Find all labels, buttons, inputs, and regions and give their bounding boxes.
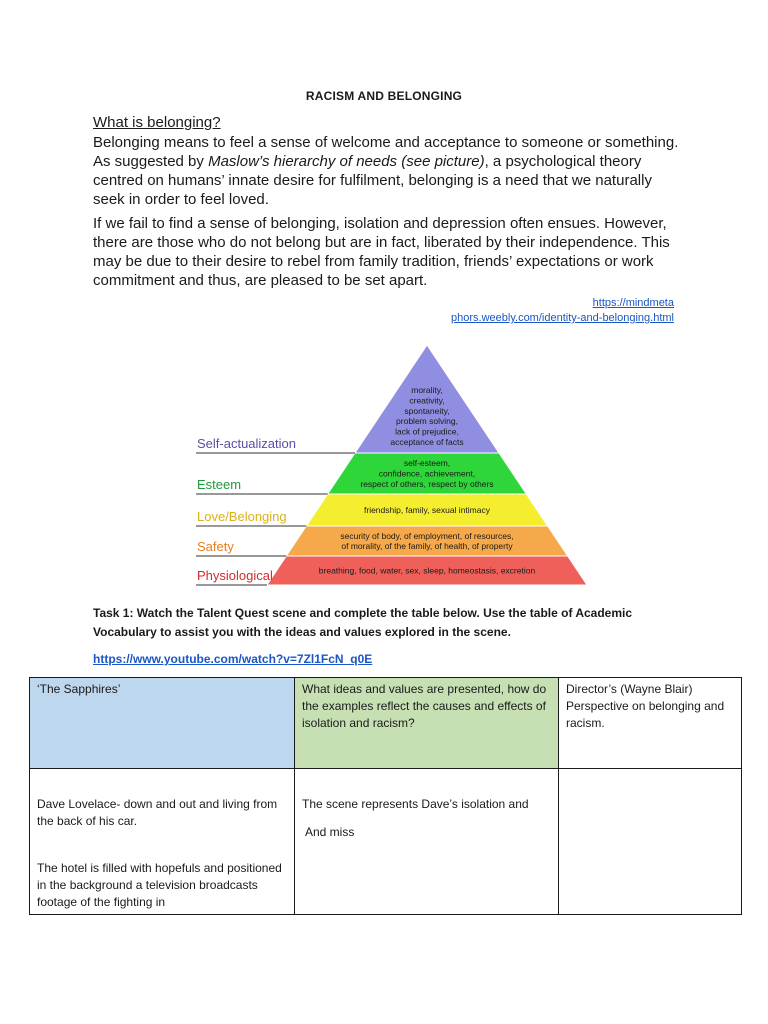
pyramid-label-4: Safety bbox=[197, 539, 234, 554]
pyramid-tier-5-text: breathing, food, water, sex, sleep, homeostasis, excretion bbox=[318, 565, 536, 576]
pyramid-tier-3-text: friendship, family, sexual intimacy bbox=[364, 505, 490, 515]
maslow-pyramid bbox=[190, 340, 590, 590]
example-dave: Dave Lovelace- down and out and living from the back of his car. bbox=[37, 797, 278, 828]
pyramid-label-2: Esteem bbox=[197, 477, 242, 492]
pyramid-tier-1-text: problem solving, bbox=[396, 416, 458, 427]
pyramid-label-3: Love/Belonging bbox=[197, 509, 287, 524]
cell-director[interactable] bbox=[559, 769, 742, 915]
pyramid-tier-2-text: respect of others, respect by others bbox=[360, 478, 494, 489]
ideas-line1: The scene represents Dave’s isolation and bbox=[302, 797, 529, 811]
pyramid-label-1: Self-actualization bbox=[197, 436, 296, 451]
pyramid-tier-4-text: security of body, of employment, of resources, bbox=[340, 530, 514, 541]
paragraph-definition-part1: Belonging means to feel a sense of welcome and acceptance to someone or something. As suggested by bbox=[93, 134, 679, 170]
pyramid-level-labels bbox=[197, 436, 296, 583]
source-link[interactable] bbox=[451, 296, 674, 326]
example-hotel: The hotel is filled with hopefuls and positioned in the background a television broadcasts footage of the fighting in bbox=[37, 861, 282, 909]
analysis-table bbox=[29, 677, 742, 915]
paragraph-definition bbox=[93, 133, 683, 209]
pyramid-tier-1-text: acceptance of facts bbox=[390, 437, 464, 447]
source-link-line1[interactable]: https://mindmeta bbox=[592, 297, 674, 309]
document-title: RACISM AND BELONGING bbox=[305, 89, 463, 103]
paragraph-definition-part2: , a psychological theory centred on humans’ innate desire for fulfilment, belonging is a need that we naturally seek in order to feel loved. bbox=[93, 153, 652, 208]
cell-ideas[interactable] bbox=[295, 769, 559, 915]
pyramid-tier-1-text: morality, bbox=[411, 385, 443, 395]
pyramid-tier-1-text: creativity, bbox=[409, 395, 445, 406]
table-row bbox=[30, 769, 742, 915]
pyramid-label-5: Physiological bbox=[197, 568, 273, 583]
maslow-reference: Maslow’s hierarchy of needs (see picture) bbox=[208, 153, 485, 170]
video-link[interactable]: https://www.youtube.com/watch?v=7Zl1FcN_q0E bbox=[93, 652, 373, 666]
pyramid-tier-1-text: lack of prejudice, bbox=[395, 426, 459, 437]
cell-examples[interactable] bbox=[30, 769, 295, 915]
pyramid-tier-2-text: confidence, achievement, bbox=[378, 468, 476, 479]
paragraph-isolation: If we fail to find a sense of belonging, isolation and depression often ensues. However, there are those who do not belong but are in fact, liberated by their independence. This may be due to their desire to rebel from family tradition, friends’ expectations or work commitment and thus, are pleased to be set apart. bbox=[93, 215, 670, 289]
header-cell-director: Director’s (Wayne Blair) Perspective on belonging and racism. bbox=[559, 678, 742, 769]
table-header-row bbox=[30, 678, 742, 769]
question-heading: What is belonging? bbox=[93, 114, 221, 131]
task-instructions: Task 1: Watch the Talent Quest scene and complete the table below. Use the table of Academic Vocabulary to assist you with the ideas and values explored in the scene. bbox=[93, 606, 633, 639]
pyramid-tier-1-text: spontaneity, bbox=[404, 405, 450, 416]
header-cell-film: ‘The Sapphires’ bbox=[30, 678, 295, 769]
source-link-line2[interactable]: phors.weebly.com/identity-and-belonging.html bbox=[451, 312, 674, 324]
pyramid-tier-4-text: of morality, of the family, of health, of property bbox=[341, 541, 513, 552]
ideas-line2: And miss bbox=[305, 825, 355, 839]
pyramid-tier-2-text: self-esteem, bbox=[403, 458, 451, 469]
header-cell-ideas: What ideas and values are presented, how do the examples reflect the causes and effects of isolation and racism? bbox=[295, 678, 559, 769]
